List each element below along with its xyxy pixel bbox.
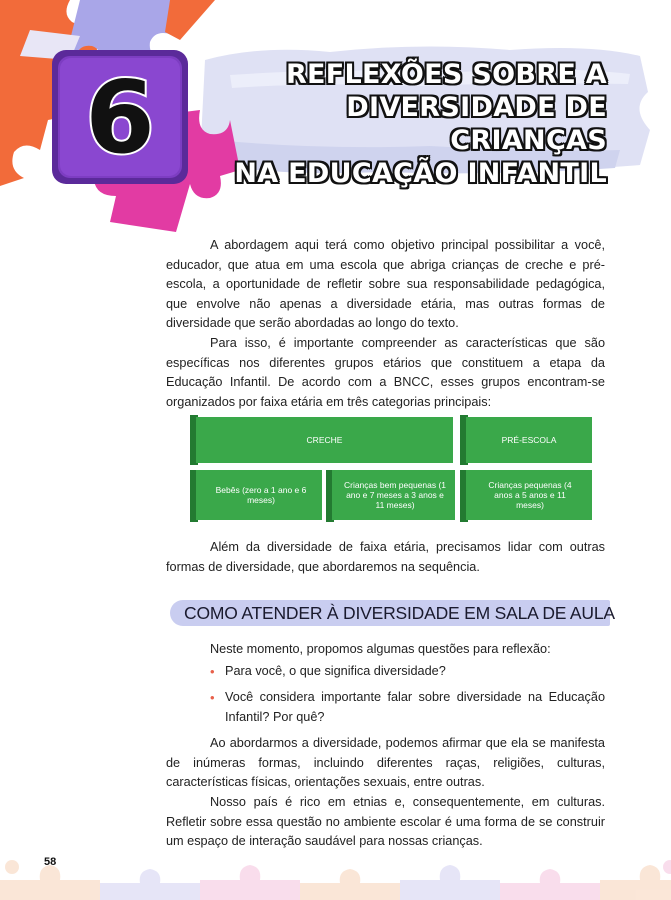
page-number: 58 <box>44 856 57 868</box>
age-groups-diagram <box>190 415 592 523</box>
bullet-icon: • <box>210 690 215 705</box>
diagram-group-bem-pequenas: Crianças bem pequenas (1 ano e 7 meses a 3 anos e 11 meses) <box>343 480 447 510</box>
bullet-text-1: Para você, o que significa diversidade? <box>225 664 446 678</box>
chapter-title <box>187 58 607 190</box>
footer-decoration <box>0 855 671 900</box>
header-decoration <box>0 0 671 240</box>
diagram-pre-escola-label: PRÉ-ESCOLA <box>501 435 557 445</box>
paragraph-abordarmos: Ao abordarmos a diversidade, podemos afirmar que ela se manifesta de inúmeras formas, incluindo diferentes raças, religiões, culturas, características físicas, orientações sexuais, entre outras. <box>166 736 605 789</box>
chapter-title-line-2: DIVERSIDADE DE CRIANÇAS <box>346 92 607 156</box>
paragraph-diversidade: Além da diversidade de faixa etária, precisamos lidar com outras formas de diversidade, que abordaremos na sequência. <box>166 540 605 574</box>
paragraph-bncc: Para isso, é importante compreender as características que são específicas nos diferentes grupos etários que constituem a etapa da Educação Infantil. De acordo com a BNCC, esses grupos encontram-se organizados por faixa etária em três categorias principais: <box>166 336 605 409</box>
diagram-group-pequenas: Crianças pequenas (4 anos a 5 anos e 11 meses) <box>488 480 572 510</box>
footer-puzzle-pieces <box>0 855 671 900</box>
diagram-creche-label: CRECHE <box>306 435 343 445</box>
list-item <box>210 662 605 682</box>
paragraph-intro: A abordagem aqui terá como objetivo principal possibilitar a você, educador, que atua em uma escola que abriga crianças de creche e pré-escola, a oportunidade de refletir sobre sua responsabilidade pedagógica, que envolve não apenas a diversidade etária, mas outras formas de diversidade que serão abordadas ao longo do texto. <box>166 238 605 330</box>
diagram-group-bebes: Bebês (zero a 1 ano e 6 meses) <box>215 485 307 505</box>
bullet-icon: • <box>210 664 215 679</box>
bullet-text-2: Você considera importante falar sobre diversidade na Educação Infantil? Por quê? <box>225 690 605 724</box>
paragraph-etnias: Nosso país é rico em etnias e, consequentemente, em culturas. Refletir sobre essa questão no ambiente escolar é uma forma de se construir um espaço de interação saudável para nossas crianças. <box>166 795 605 848</box>
section-heading <box>170 596 615 630</box>
section-intro: Neste momento, propomos algumas questões para reflexão: <box>210 642 551 656</box>
chapter-title-line-3: NA EDUCAÇÃO INFANTIL <box>234 158 607 189</box>
chapter-title-line-1: REFLEXÕES SOBRE A <box>285 59 607 90</box>
list-item <box>210 688 605 727</box>
section-heading-text: COMO ATENDER À DIVERSIDADE EM SALA DE AULA <box>184 603 615 623</box>
chapter-number: 6 <box>85 59 155 176</box>
